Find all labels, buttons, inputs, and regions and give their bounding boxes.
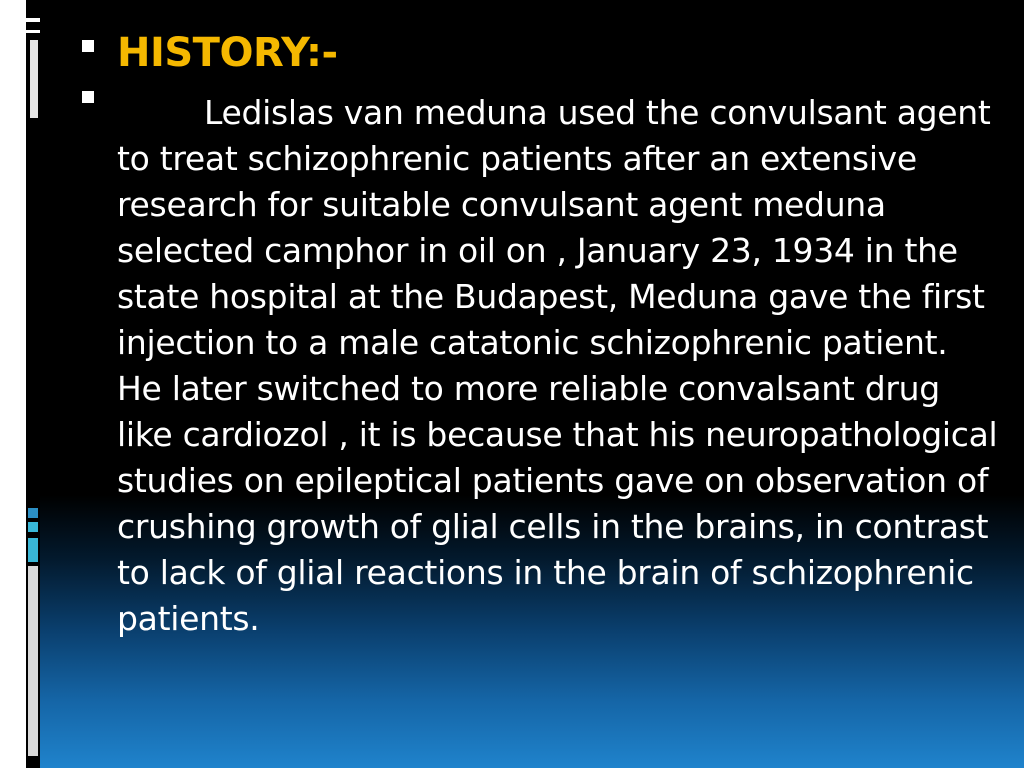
body-paragraph: Ledislas van meduna used the convulsant agent to treat schizophrenic patients after an extensive research for suitable convulsant agent meduna selected camphor in oil on , January 23, 1934 in the state hospital at the Budapest, Meduna gave the first injection to a male catatonic schizophrenic patient. He later switched to more reliable convalsant drug like cardiozol , it is because that his neuropathological studies on epileptical patients gave on observation of crushing growth of glial cells in the brains, in contrast to lack of glial reactions in the brain of schizophrenic patients.: [117, 93, 998, 638]
left-decorative-strip: [0, 0, 26, 768]
square-bullet-icon: [82, 40, 94, 52]
decorative-bar: [26, 30, 40, 33]
decorative-bar: [26, 18, 40, 22]
decorative-bar: [28, 538, 38, 562]
decorative-bar: [28, 508, 38, 518]
decorative-bar: [30, 40, 38, 118]
square-bullet-icon: [82, 91, 94, 103]
body-row: [82, 90, 1002, 642]
slide-title: HISTORY:-: [117, 30, 338, 76]
slide-content: [82, 28, 1002, 642]
title-row: [82, 28, 1002, 78]
decorative-bar: [28, 566, 38, 756]
decorative-bar: [28, 522, 38, 532]
